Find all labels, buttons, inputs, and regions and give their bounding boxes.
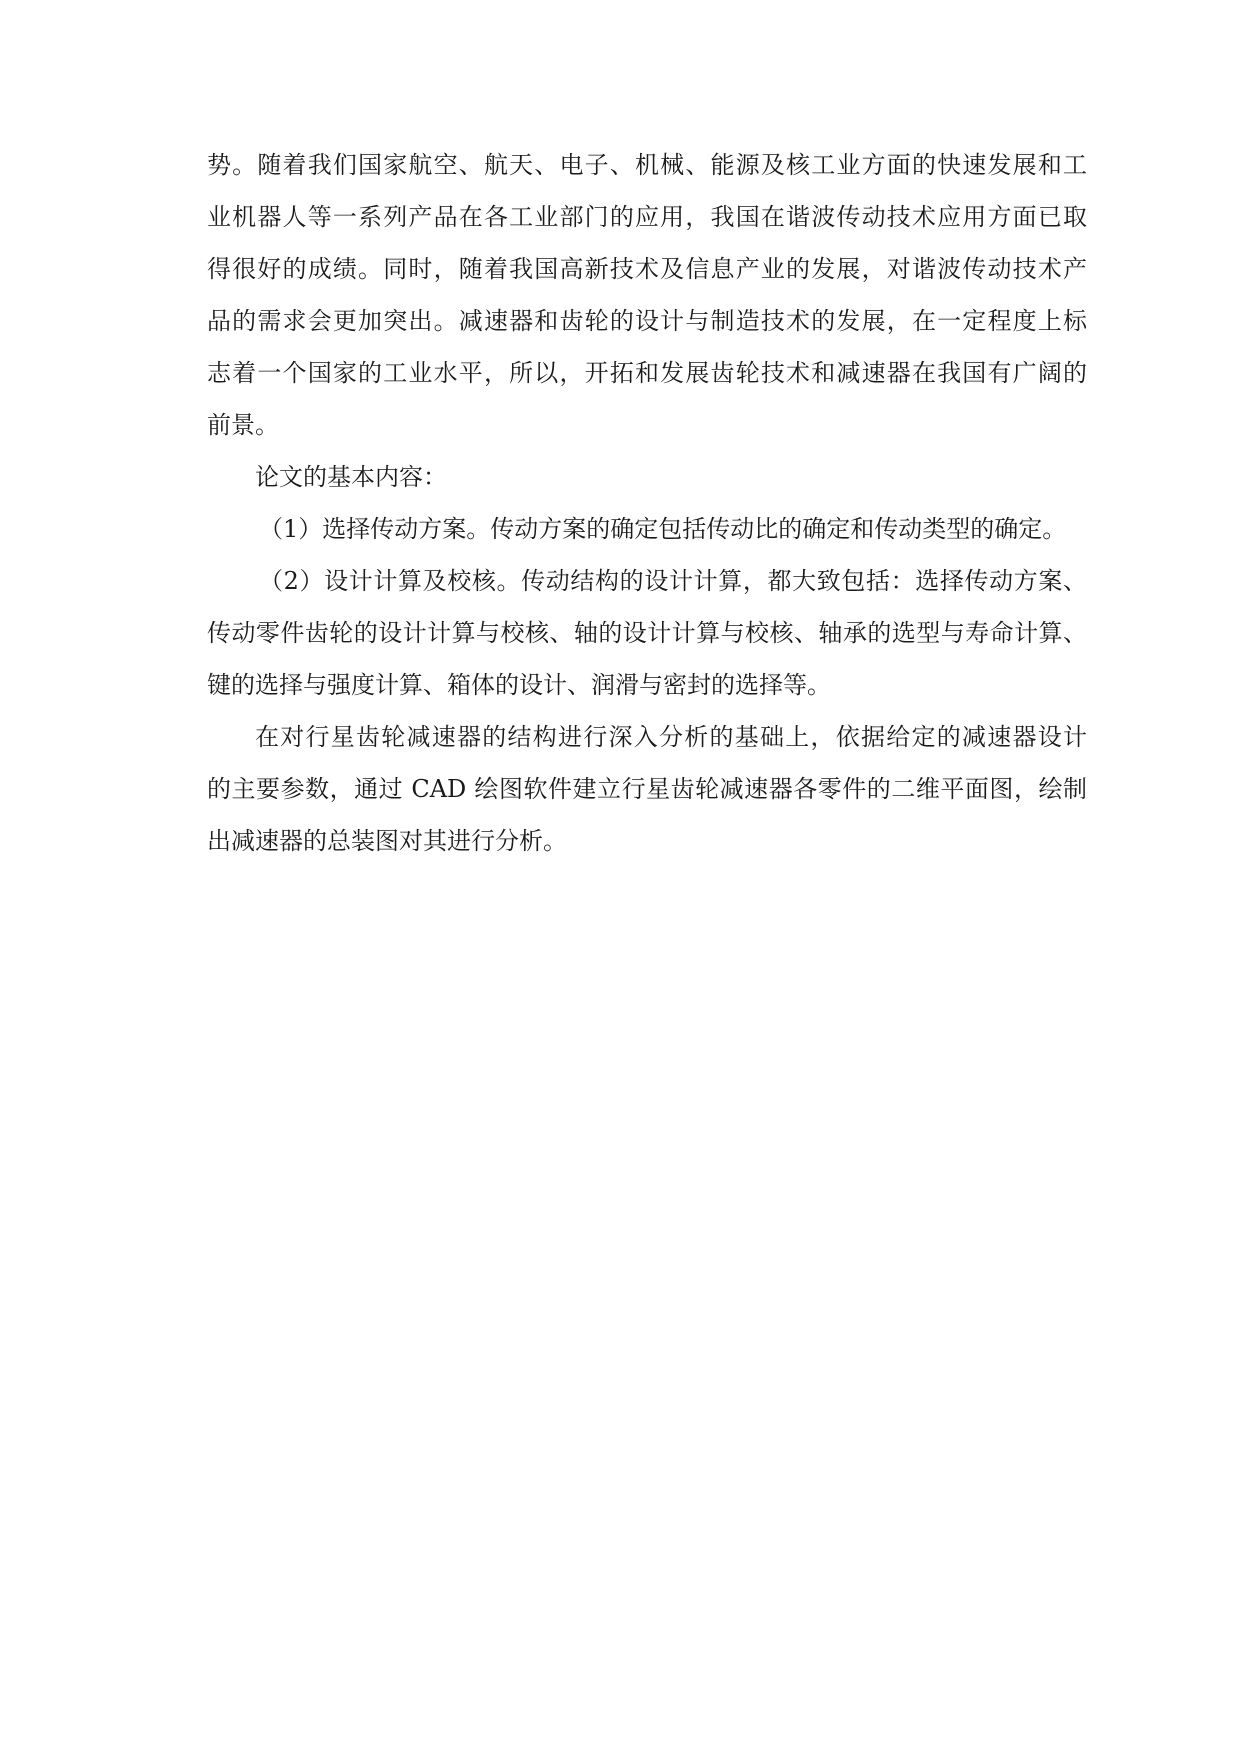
paragraph-1-line-1: 势。随着我们国家航空、航天、电子、机械、能源及核工业方面的快速发展和工 <box>207 151 1087 179</box>
paragraph-last-line-1: 在对行星齿轮减速器的结构进行深入分析的基础上，依据给定的减速器设计 <box>255 723 1087 751</box>
paragraph-1-line-3: 得很好的成绩。同时，随着我国高新技术及信息产业的发展，对谐波传动技术产 <box>207 255 1087 283</box>
item-2-line-3: 键的选择与强度计算、箱体的设计、润滑与密封的选择等。 <box>207 671 831 699</box>
paragraph-last-line-2: 的主要参数，通过 CAD 绘图软件建立行星齿轮减速器各零件的二维平面图，绘制 <box>207 775 1087 803</box>
paragraph-1-line-4: 品的需求会更加突出。减速器和齿轮的设计与制造技术的发展，在一定程度上标 <box>207 307 1087 335</box>
basic-content-heading: 论文的基本内容： <box>255 463 447 491</box>
paragraph-1-line-5: 志着一个国家的工业水平，所以，开拓和发展齿轮技术和减速器在我国有广阔的 <box>207 359 1087 387</box>
paragraph-last-line-3: 出减速器的总装图对其进行分析。 <box>207 827 567 855</box>
paragraph-1-line-2: 业机器人等一系列产品在各工业部门的应用，我国在谐波传动技术应用方面已取 <box>207 203 1087 231</box>
paragraph-1-line-6: 前景。 <box>207 411 279 439</box>
item-2-line-2: 传动零件齿轮的设计计算与校核、轴的设计计算与校核、轴承的选型与寿命计算、 <box>207 619 1087 647</box>
item-2-line-1: （2）设计计算及校核。传动结构的设计计算，都大致包括：选择传动方案、 <box>259 567 1087 595</box>
item-1-text: （1）选择传动方案。传动方案的确定包括传动比的确定和传动类型的确定。 <box>259 515 1067 543</box>
